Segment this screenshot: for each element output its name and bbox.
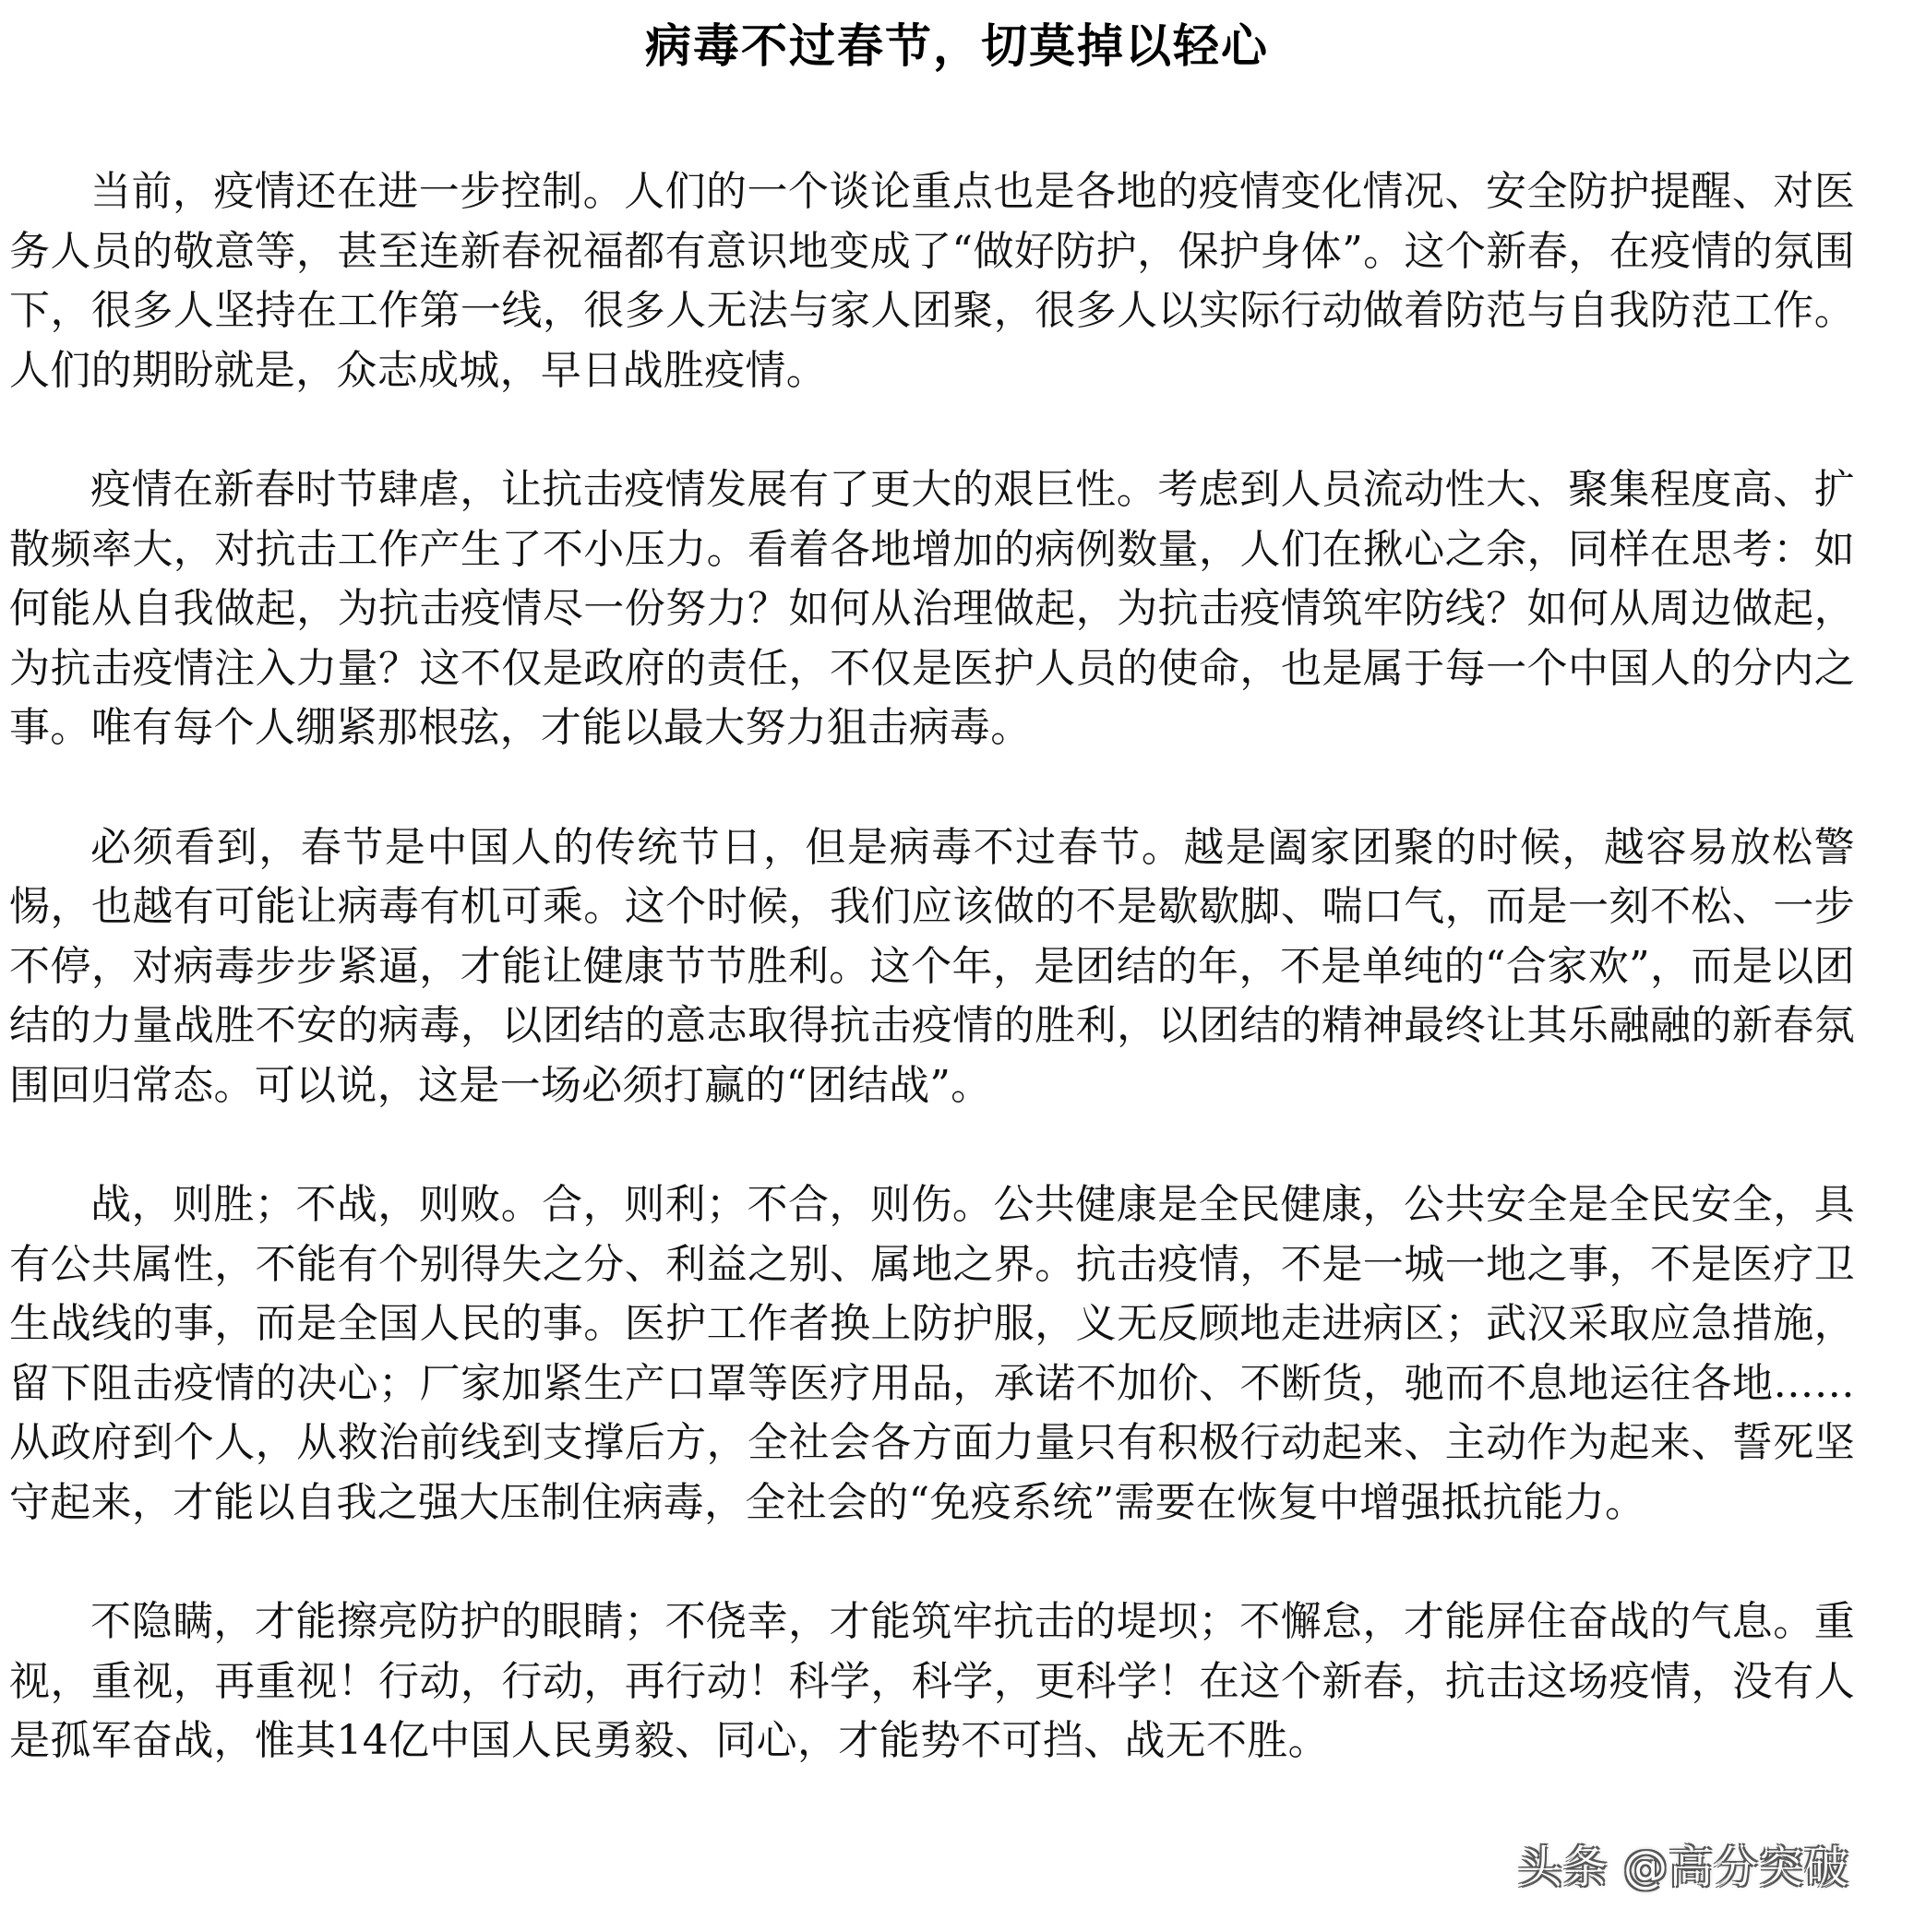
paragraph-4: 战，则胜；不战，则败。合，则利；不合，则伤。公共健康是全民健康，公共安全是全民安全，具有公共属性，不能有个别得失之分、利益之别、属地之界。抗击疫情，不是一城一地之事，不是医疗卫生战线的事，而是全国人民的事。医护工作者换上防护服，义无反顾地走进病区；武汉采取应急措施，留下阻击疫情的决心；厂家加紧生产口罩等医疗用品，承诺不加价、不断货，驰而不息地运往各地……从政府到个人，从救治前线到支撑后方，全社会各方面力量只有积极行动起来、主动作为起来、誓死坚守起来，才能以自我之强大压制住病毒，全社会的“免疫系统”需要在恢复中增强抵抗能力。 (9, 1181, 1855, 1526)
paragraph-1: 当前，疫情还在进一步控制。人们的一个谈论重点也是各地的疫情变化情况、安全防护提醒、对医务人员的敬意等，甚至连新春祝福都有意识地变成了“做好防护，保护身体”。这个新春，在疫情的氛围下，很多人坚持在工作第一线，很多人无法与家人团聚，很多人以实际行动做着防范与自我防范工作。人们的期盼就是，众志成城，早日战胜疫情。 (9, 168, 1855, 394)
paragraph-2: 疫情在新春时节肆虐，让抗击疫情发展有了更大的艰巨性。考虑到人员流动性大、聚集程度高、扩散频率大，对抗击工作产生了不小压力。看着各地增加的病例数量，人们在揪心之余，同样在思考：如何能从自我做起，为抗击疫情尽一份努力？如何从治理做起，为抗击疫情筑牢防线？如何从周边做起，为抗击疫情注入力量？这不仅是政府的责任，不仅是医护人员的使命，也是属于每一个中国人的分内之事。唯有每个人绷紧那根弦，才能以最大努力狙击病毒。 (9, 466, 1855, 751)
source-watermark: 头条 @高分突破 (1517, 1842, 1849, 1893)
paragraph-5: 不隐瞒，才能擦亮防护的眼睛；不侥幸，才能筑牢抗击的堤坝；不懈怠，才能屏住奋战的气息。重视，重视，再重视！行动，行动，再行动！科学，科学，更科学！在这个新春，抗击这场疫情，没有人是孤军奋战，惟其14亿中国人民勇毅、同心，才能势不可挡、战无不胜。 (9, 1598, 1855, 1764)
document-title: 病毒不过春节，切莫掉以轻心 (645, 18, 1269, 73)
paragraph-3: 必须看到，春节是中国人的传统节日，但是病毒不过春节。越是阖家团聚的时候，越容易放松警惕，也越有可能让病毒有机可乘。这个时候，我们应该做的不是歇歇脚、喘口气，而是一刻不松、一步不停，对病毒步步紧逼，才能让健康节节胜利。这个年，是团结的年，不是单纯的“合家欢”，而是以团结的力量战胜不安的病毒，以团结的意志取得抗击疫情的胜利，以团结的精神最终让其乐融融的新春氛围回归常态。可以说，这是一场必须打赢的“团结战”。 (9, 823, 1855, 1109)
article-body (9, 162, 1905, 1771)
